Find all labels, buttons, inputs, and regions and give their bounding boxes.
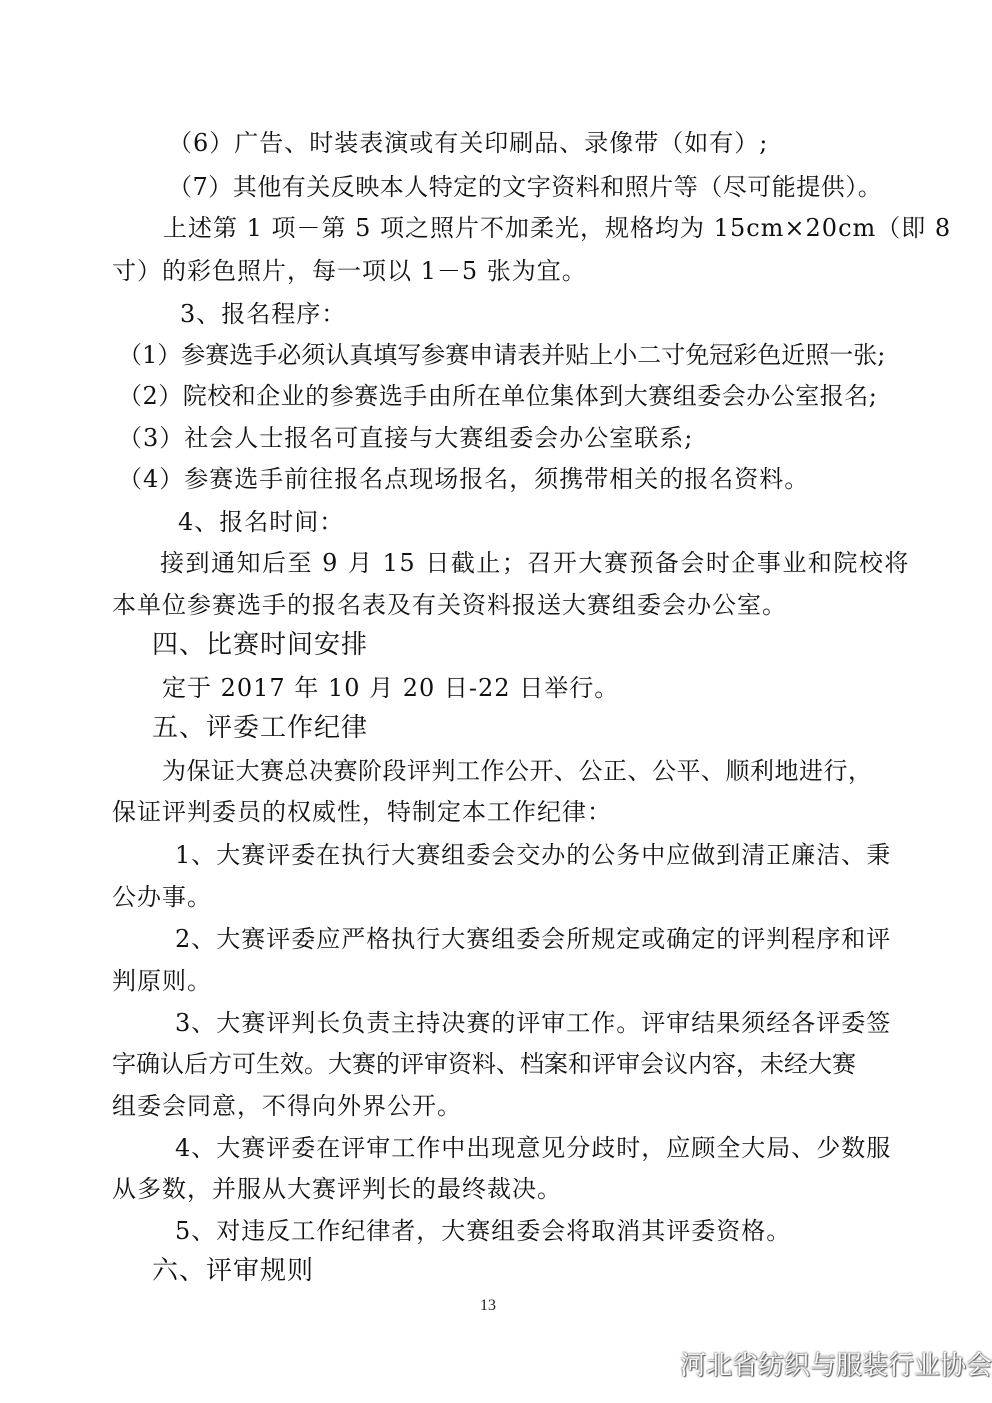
wechat-watermark (638, 1345, 992, 1381)
text-line: 5、对违反工作纪律者，大赛组委会将取消其评委资格。 (175, 1217, 792, 1245)
wechat-icon (638, 1349, 672, 1377)
text-line: 本单位参赛选手的报名表及有关资料报送大赛组委会办公室。 (112, 591, 787, 619)
text-line: 字确认后方可生效。大赛的评审资料、档案和评审会议内容，未经大赛 (112, 1050, 856, 1078)
text-line: 组委会同意，不得向外界公开。 (112, 1092, 462, 1120)
text-line: （3）社会人士报名可直接与大赛组委会办公室联系; (118, 424, 694, 452)
section-heading: 四、比赛时间安排 (152, 630, 369, 660)
text-line: （2）院校和企业的参赛选手由所在单位集体到大赛组委会办公室报名; (118, 382, 878, 410)
text-line: 4、大赛评委在评审工作中出现意见分歧时，应顾全大局、少数服 (175, 1134, 892, 1162)
watermark-text: 河北省纺织与服装行业协会 (680, 1350, 992, 1381)
page-number: 13 (480, 1297, 496, 1314)
section-heading: 五、评委工作纪律 (152, 713, 369, 743)
text-line: （4）参赛选手前往报名点现场报名，须携带相关的报名资料。 (118, 465, 810, 493)
text-line: 判原则。 (112, 967, 212, 995)
text-line: （7）其他有关反映本人特定的文字资料和照片等（尽可能提供）。 (168, 173, 883, 201)
text-line: 上述第 1 项－第 5 项之照片不加柔光，规格均为 15cm×20cm（即 8 (163, 214, 952, 242)
text-line: 定于 2017 年 10 月 20 日-22 日举行。 (162, 674, 620, 702)
text-line: 从多数，并服从大赛评判长的最终裁决。 (112, 1175, 562, 1203)
text-line: 接到通知后至 9 月 15 日截止；召开大赛预备会时企事业和院校将 (160, 549, 910, 577)
text-line: 3、大赛评判长负责主持决赛的评审工作。评审结果须经各评委签 (175, 1009, 892, 1037)
text-line: 保证评判委员的权威性，特制定本工作纪律： (112, 798, 612, 826)
section-heading: 六、评审规则 (152, 1256, 315, 1286)
text-line: （6）广告、时装表演或有关印刷品、录像带（如有）; (168, 129, 769, 157)
text-line: 1、大赛评委在执行大赛组委会交办的公务中应做到清正廉洁、秉 (175, 841, 892, 869)
text-line: 2、大赛评委应严格执行大赛组委会所规定或确定的评判程序和评 (175, 925, 892, 953)
text-line: 为保证大赛总决赛阶段评判工作公开、公正、公平、顺利地进行， (162, 757, 873, 785)
text-line: 4、报名时间： (178, 508, 345, 536)
text-line: 3、报名程序： (180, 300, 347, 328)
text-line: （1）参赛选手必须认真填写参赛申请表并贴上小二寸免冠彩色近照一张; (118, 341, 886, 369)
text-line: 公办事。 (112, 883, 212, 911)
text-line: 寸）的彩色照片，每一项以 1－5 张为宜。 (112, 257, 587, 285)
